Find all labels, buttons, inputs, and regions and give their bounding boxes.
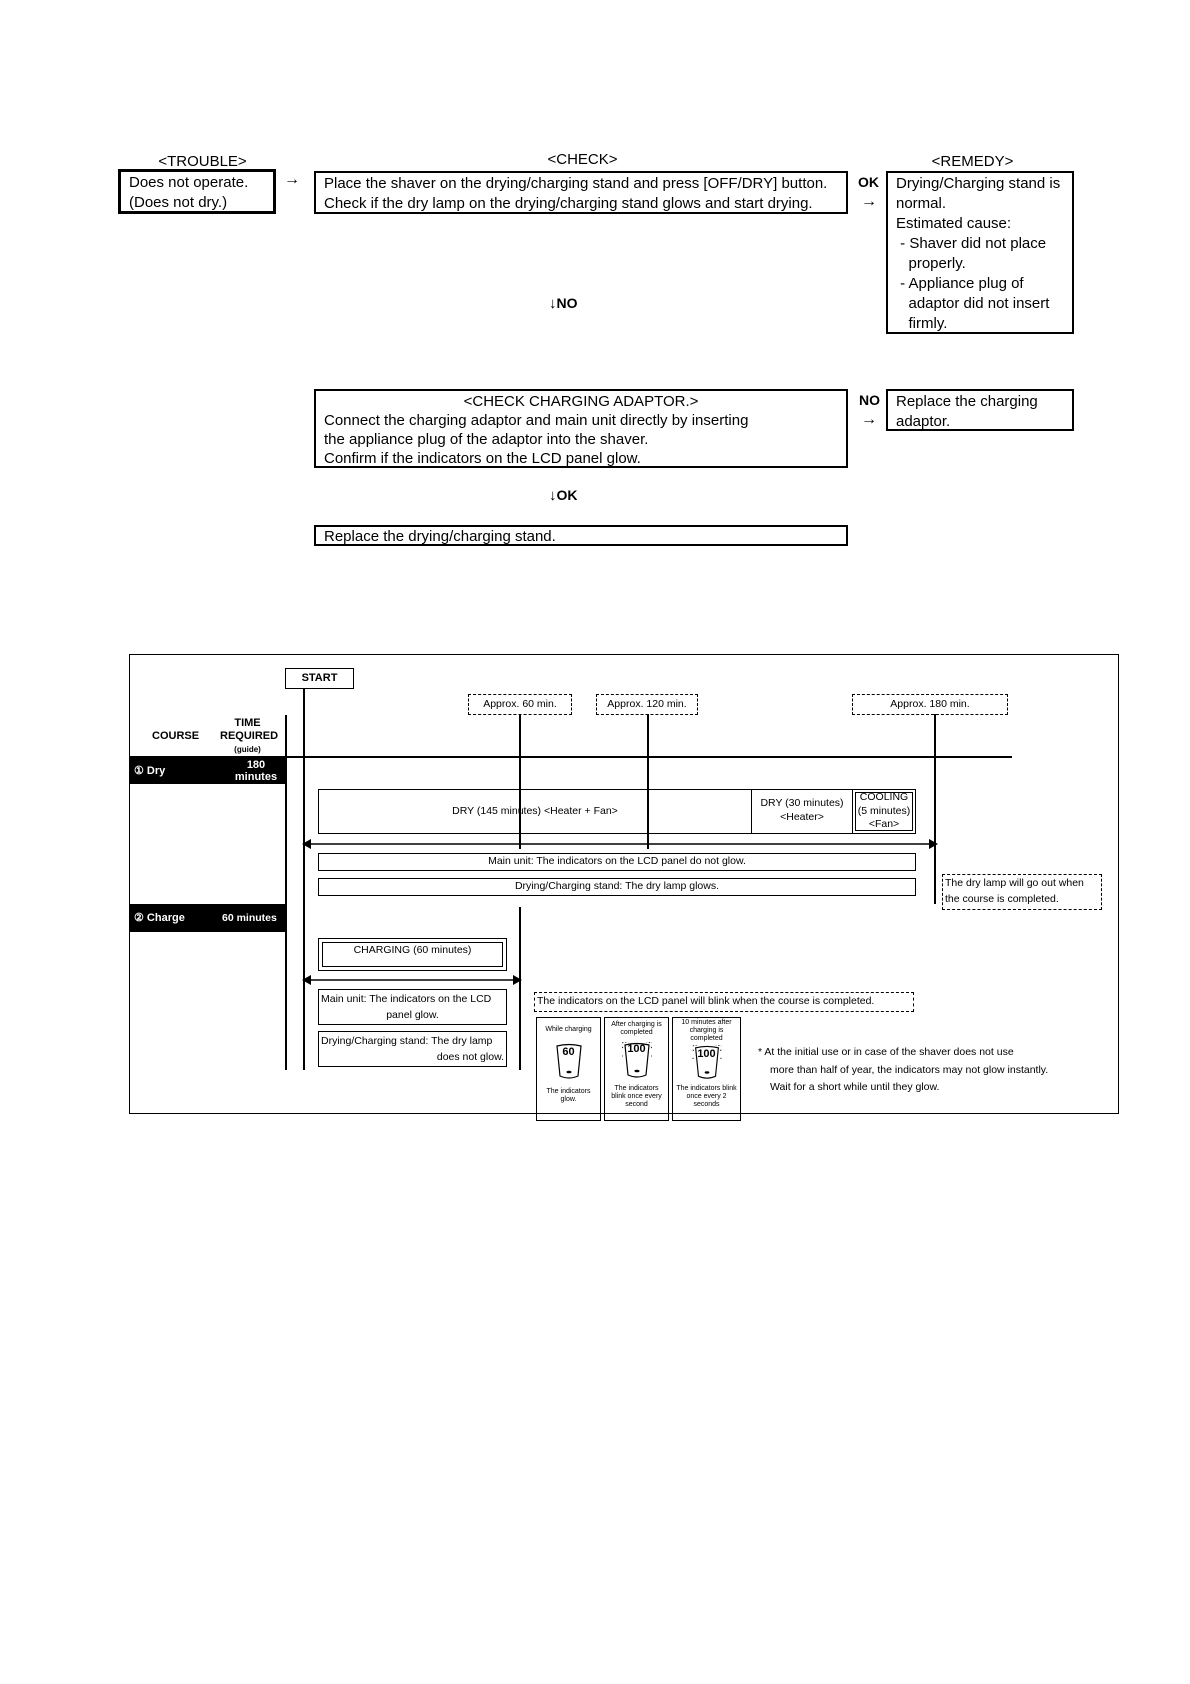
ok-label: OK — [556, 487, 578, 503]
dry-stand-status: Drying/Charging stand: The dry lamp glows. — [318, 878, 916, 896]
check-line: Place the shaver on the drying/charging stand and press [OFF/DRY] button. — [324, 175, 828, 192]
charge-blink-note: The indicators on the LCD panel will blink when the course is completed. — [534, 992, 914, 1012]
charge-stand-line: Drying/Charging stand: The dry lamp — [321, 1035, 493, 1047]
down-ok — [549, 487, 578, 504]
initial-note-line: Wait for a short while until they glow. — [770, 1081, 940, 1093]
cooling-line: <Fan> — [868, 818, 900, 830]
dry-duration-arrow — [302, 837, 938, 851]
remedy-header: <REMEDY> — [931, 153, 1014, 170]
remedy-box-2 — [886, 389, 1074, 431]
trouble-line: (Does not dry.) — [129, 193, 228, 211]
lcd-panel-charging — [536, 1017, 601, 1121]
dry-heater-line: <Heater> — [780, 811, 824, 823]
check-line: Confirm if the indicators on the LCD panel glow. — [324, 450, 641, 467]
dry-heater-phase — [751, 789, 853, 834]
charge-duration-arrow — [302, 973, 522, 987]
remedy-line: Estimated cause: — [896, 215, 1012, 232]
lcd-desc-line: once every 2 — [686, 1093, 727, 1100]
course-header: COURSE — [152, 730, 200, 742]
lcd-caption — [605, 1021, 668, 1037]
cooling-line: (5 minutes) — [857, 804, 911, 817]
dry-lamp-note — [942, 874, 1102, 910]
lcd-panel-completed — [604, 1017, 669, 1121]
arrow-down-icon: ↓ — [549, 487, 557, 504]
initial-use-note — [758, 1044, 1048, 1097]
charge-time: 60 minutes — [222, 912, 277, 924]
arrow-right-icon: → — [861, 193, 877, 210]
course-timeline — [129, 654, 1119, 1114]
lcd-desc-line: seconds — [693, 1101, 720, 1108]
check-title: <CHECK CHARGING ADAPTOR.> — [463, 393, 699, 410]
no-label: NO — [859, 392, 880, 408]
lcd-desc-line: second — [625, 1101, 648, 1108]
lcd-caption-line: charging is — [689, 1027, 724, 1034]
time-header-line: TIME — [234, 717, 261, 729]
cooling-line: COOLING — [859, 791, 909, 803]
remedy-line: normal. — [896, 195, 947, 212]
initial-note-line: more than half of year, the indicators may not glow instantly. — [770, 1063, 1049, 1076]
lcd-desc — [673, 1085, 740, 1109]
remedy-line: Drying/Charging stand is — [896, 175, 1061, 192]
remedy-line: Replace the charging — [896, 393, 1038, 410]
lcd-value: 60 — [562, 1046, 575, 1058]
approx-120-box: Approx. 120 min. — [596, 694, 698, 715]
time-header — [220, 717, 279, 756]
dry-course-bar — [130, 758, 285, 784]
time-header-line: (guide) — [234, 745, 261, 754]
final-box — [314, 525, 848, 546]
remedy-line: adaptor. — [896, 412, 951, 430]
dry-main-phase: DRY (145 minutes) <Heater + Fan> — [318, 789, 752, 834]
check-box-1 — [314, 171, 848, 214]
initial-note-line: * At the initial use or in case of the shaver does not use — [758, 1046, 1014, 1058]
column-divider — [285, 715, 287, 1070]
charge-mainunit-status — [318, 989, 507, 1025]
trouble-header: <TROUBLE> — [158, 153, 247, 170]
dry-time — [228, 759, 284, 783]
charge-stand-line: does not glow. — [436, 1051, 504, 1063]
approx-180-box: Approx. 180 min. — [852, 694, 1008, 715]
check-header: <CHECK> — [547, 151, 618, 168]
charge-stand-status — [318, 1031, 507, 1067]
approx-180-line — [934, 714, 936, 904]
dry-course-label: ① Dry — [134, 765, 166, 777]
dry-heater-line: DRY (30 minutes) — [760, 797, 844, 809]
check-line: Check if the dry lamp on the drying/charging stand glows and start drying. — [324, 194, 813, 212]
remedy-line: firmly. — [896, 315, 948, 332]
dry-time-line: 180 — [246, 759, 266, 771]
dry-mainunit-status: Main unit: The indicators on the LCD panel do not glow. — [318, 853, 916, 871]
lcd-caption-line: completed — [620, 1029, 653, 1036]
lcd-desc-line: The indicators — [614, 1085, 659, 1092]
charge-end-line — [519, 907, 521, 1070]
check-line: the appliance plug of the adaptor into the shaver. — [324, 431, 649, 448]
trouble-box — [118, 169, 276, 214]
remedy-line: adaptor did not insert — [896, 295, 1050, 312]
lcd-caption-line: After charging is — [611, 1021, 662, 1028]
lcd-desc — [605, 1085, 668, 1109]
lcd-caption — [673, 1019, 740, 1043]
remedy-line: - Appliance plug of — [896, 275, 1024, 292]
lcd-value: 100 — [627, 1043, 646, 1055]
remedy-line: - Shaver did not place — [896, 235, 1047, 252]
dry-note-line: The dry lamp will go out when — [945, 877, 1084, 889]
charge-mainunit-line: panel glow. — [386, 1009, 439, 1021]
lcd-desc-line: The indicators — [546, 1088, 591, 1095]
lcd-desc-line: blink once every — [611, 1093, 662, 1100]
lcd-caption: While charging — [545, 1026, 592, 1033]
approx-60-box: Approx. 60 min. — [468, 694, 572, 715]
charge-course-bar — [130, 904, 285, 932]
lcd-desc — [537, 1088, 600, 1104]
time-header-line: REQUIRED — [220, 730, 279, 742]
lcd-desc-line: The indicators blink — [676, 1085, 737, 1092]
charge-mainunit-line: Main unit: The indicators on the LCD — [321, 993, 492, 1005]
ok-label: OK — [858, 174, 879, 190]
final-remedy: Replace the drying/charging stand. — [324, 528, 556, 545]
check-line: Connect the charging adaptor and main unit directly by inserting — [324, 412, 749, 429]
lcd-panel-10min-after — [672, 1017, 741, 1121]
trouble-line: Does not operate. — [129, 174, 249, 191]
arrow-right-icon: → — [861, 411, 877, 428]
lcd-value: 100 — [697, 1048, 716, 1060]
charge-course-label: ② Charge — [134, 912, 185, 924]
dry-time-line: minutes — [234, 771, 278, 783]
no-label: NO — [556, 295, 578, 311]
start-box: START — [285, 668, 354, 689]
remedy-line: properly. — [896, 255, 966, 272]
start-line — [303, 688, 305, 1070]
charging-phase: CHARGING (60 minutes) — [318, 938, 507, 971]
down-no-1 — [549, 295, 578, 312]
dry-note-line: the course is completed. — [945, 893, 1059, 905]
lcd-desc-line: glow. — [560, 1096, 577, 1103]
lcd-caption-line: completed — [690, 1035, 723, 1042]
arrow-right-icon: → — [284, 171, 300, 188]
lcd-caption-line: 10 minutes after — [681, 1019, 732, 1026]
remedy-box-1 — [886, 171, 1074, 334]
cooling-phase — [852, 789, 916, 834]
arrow-down-icon: ↓ — [549, 295, 557, 312]
check-box-2 — [314, 389, 848, 468]
